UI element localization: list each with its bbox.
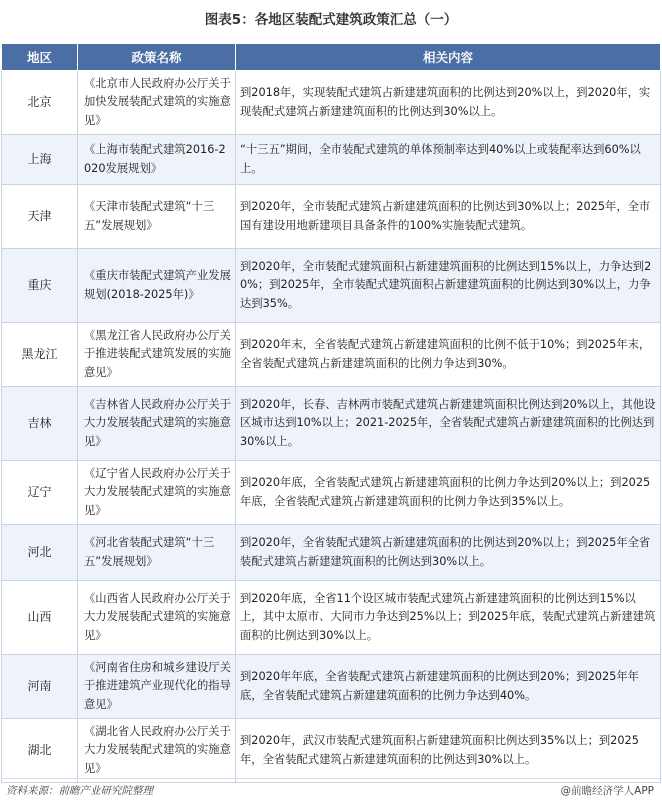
column-header-region: 地区	[2, 44, 78, 71]
content-cell: 到2020年，长春、吉林两市装配式建筑占新建建筑面积比例达到20%以上，其他设区城市达到10%以上；2021-2025年，全省装配式建筑占新建建筑面积的比例达到30%以上。	[236, 387, 661, 461]
table-row	[2, 323, 661, 387]
content-cell: 到2020年底，全省装配式建筑占新建建筑面积的比例力争达到20%以上；到2025年底，全省装配式建筑占新建建筑面积的比例力争达到35%以上。	[236, 461, 661, 525]
policy-name-cell: 《上海市装配式建筑2016-2020发展规划》	[78, 135, 236, 185]
region-cell: 黑龙江	[2, 323, 78, 387]
table-row	[2, 719, 661, 783]
region-cell: 河南	[2, 655, 78, 719]
brand-credit: @前瞻经济学人APP	[560, 785, 654, 797]
region-cell: 山西	[2, 581, 78, 655]
policy-name-cell: 《河南省住房和城乡建设厅关于推进建筑产业现代化的指导意见》	[78, 655, 236, 719]
policy-table	[1, 43, 661, 783]
region-cell: 上海	[2, 135, 78, 185]
policy-name-cell: 《河北省装配式建筑“十三五”发展规划》	[78, 525, 236, 581]
region-cell: 河北	[2, 525, 78, 581]
content-cell: 到2020年年底，全省装配式建筑占新建建筑面积的比例达到20%；到2025年年底，全省装配式建筑占新建建筑面积的比例力争达到40%。	[236, 655, 661, 719]
content-cell: “十三五”期间，全市装配式建筑的单体预制率达到40%以上或装配率达到60%以上。	[236, 135, 661, 185]
region-cell: 吉林	[2, 387, 78, 461]
policy-name-cell: 《辽宁省人民政府办公厅关于大力发展装配式建筑的实施意见》	[78, 461, 236, 525]
policy-name-cell: 《吉林省人民政府办公厅关于大力发展装配式建筑的实施意见》	[78, 387, 236, 461]
policy-name-cell: 《北京市人民政府办公厅关于加快发展装配式建筑的实施意见》	[78, 71, 236, 135]
table-row	[2, 249, 661, 323]
column-header-content: 相关内容	[236, 44, 661, 71]
region-cell: 天津	[2, 185, 78, 249]
table-row	[2, 581, 661, 655]
region-cell: 重庆	[2, 249, 78, 323]
header-row	[2, 44, 661, 71]
source-note: 资料来源：前瞻产业研究院整理	[6, 785, 153, 797]
content-cell: 到2020年末，全省装配式建筑占新建建筑面积的比例不低于10%；到2025年末，全省装配式建筑占新建建筑面积的比例力争达到30%。	[236, 323, 661, 387]
content-cell: 到2020年，武汉市装配式建筑面积占新建建筑面积比例达到35%以上；到2025年，全省装配式建筑占新建建筑面积的比例达到30%以上。	[236, 719, 661, 783]
region-cell: 湖北	[2, 719, 78, 783]
policy-name-cell: 《山西省人民政府办公厅关于大力发展装配式建筑的实施意见》	[78, 581, 236, 655]
page-title: 图表5：各地区装配式建筑政策汇总（一）	[204, 12, 458, 28]
table-row	[2, 655, 661, 719]
content-cell: 到2020年，全省装配式建筑占新建建筑面积的比例达到20%以上；到2025年全省装配式建筑占新建建筑面积的比例达到30%以上。	[236, 525, 661, 581]
footer-divider	[1, 778, 660, 779]
content-cell: 到2020年底，全省11个设区城市装配式建筑占新建建筑面积的比例达到15%以上，其中太原市、大同市力争达到25%以上；到2025年底，装配式建筑占新建建筑面积的比例达到30%以上。	[236, 581, 661, 655]
region-cell: 辽宁	[2, 461, 78, 525]
content-cell: 到2020年，全市装配式建筑面积占新建建筑面积的比例达到15%以上，力争达到20%；到2025年，全市装配式建筑面积占新建建筑面积的比例达到30%以上，力争达到35%。	[236, 249, 661, 323]
policy-name-cell: 《湖北省人民政府办公厅关于大力发展装配式建筑的实施意见》	[78, 719, 236, 783]
policy-name-cell: 《黑龙江省人民政府办公厅关于推进装配式建筑发展的实施意见》	[78, 323, 236, 387]
policy-name-cell: 《天津市装配式建筑“十三五”发展规划》	[78, 185, 236, 249]
content-cell: 到2020年，全市装配式建筑占新建建筑面积的比例达到30%以上；2025年，全市国有建设用地新建项目具备条件的100%实施装配式建筑。	[236, 185, 661, 249]
column-header-policy: 政策名称	[78, 44, 236, 71]
table-row	[2, 185, 661, 249]
region-cell: 北京	[2, 71, 78, 135]
table-row	[2, 387, 661, 461]
table-row	[2, 461, 661, 525]
table-row	[2, 525, 661, 581]
policy-name-cell: 《重庆市装配式建筑产业发展规划(2018-2025年)》	[78, 249, 236, 323]
table-body	[2, 71, 661, 783]
content-cell: 到2018年，实现装配式建筑占新建建筑面积的比例达到20%以上，到2020年，实现装配式建筑占新建建筑面积的比例达到30%以上。	[236, 71, 661, 135]
table-row	[2, 71, 661, 135]
table-row	[2, 135, 661, 185]
table-header	[2, 44, 661, 71]
